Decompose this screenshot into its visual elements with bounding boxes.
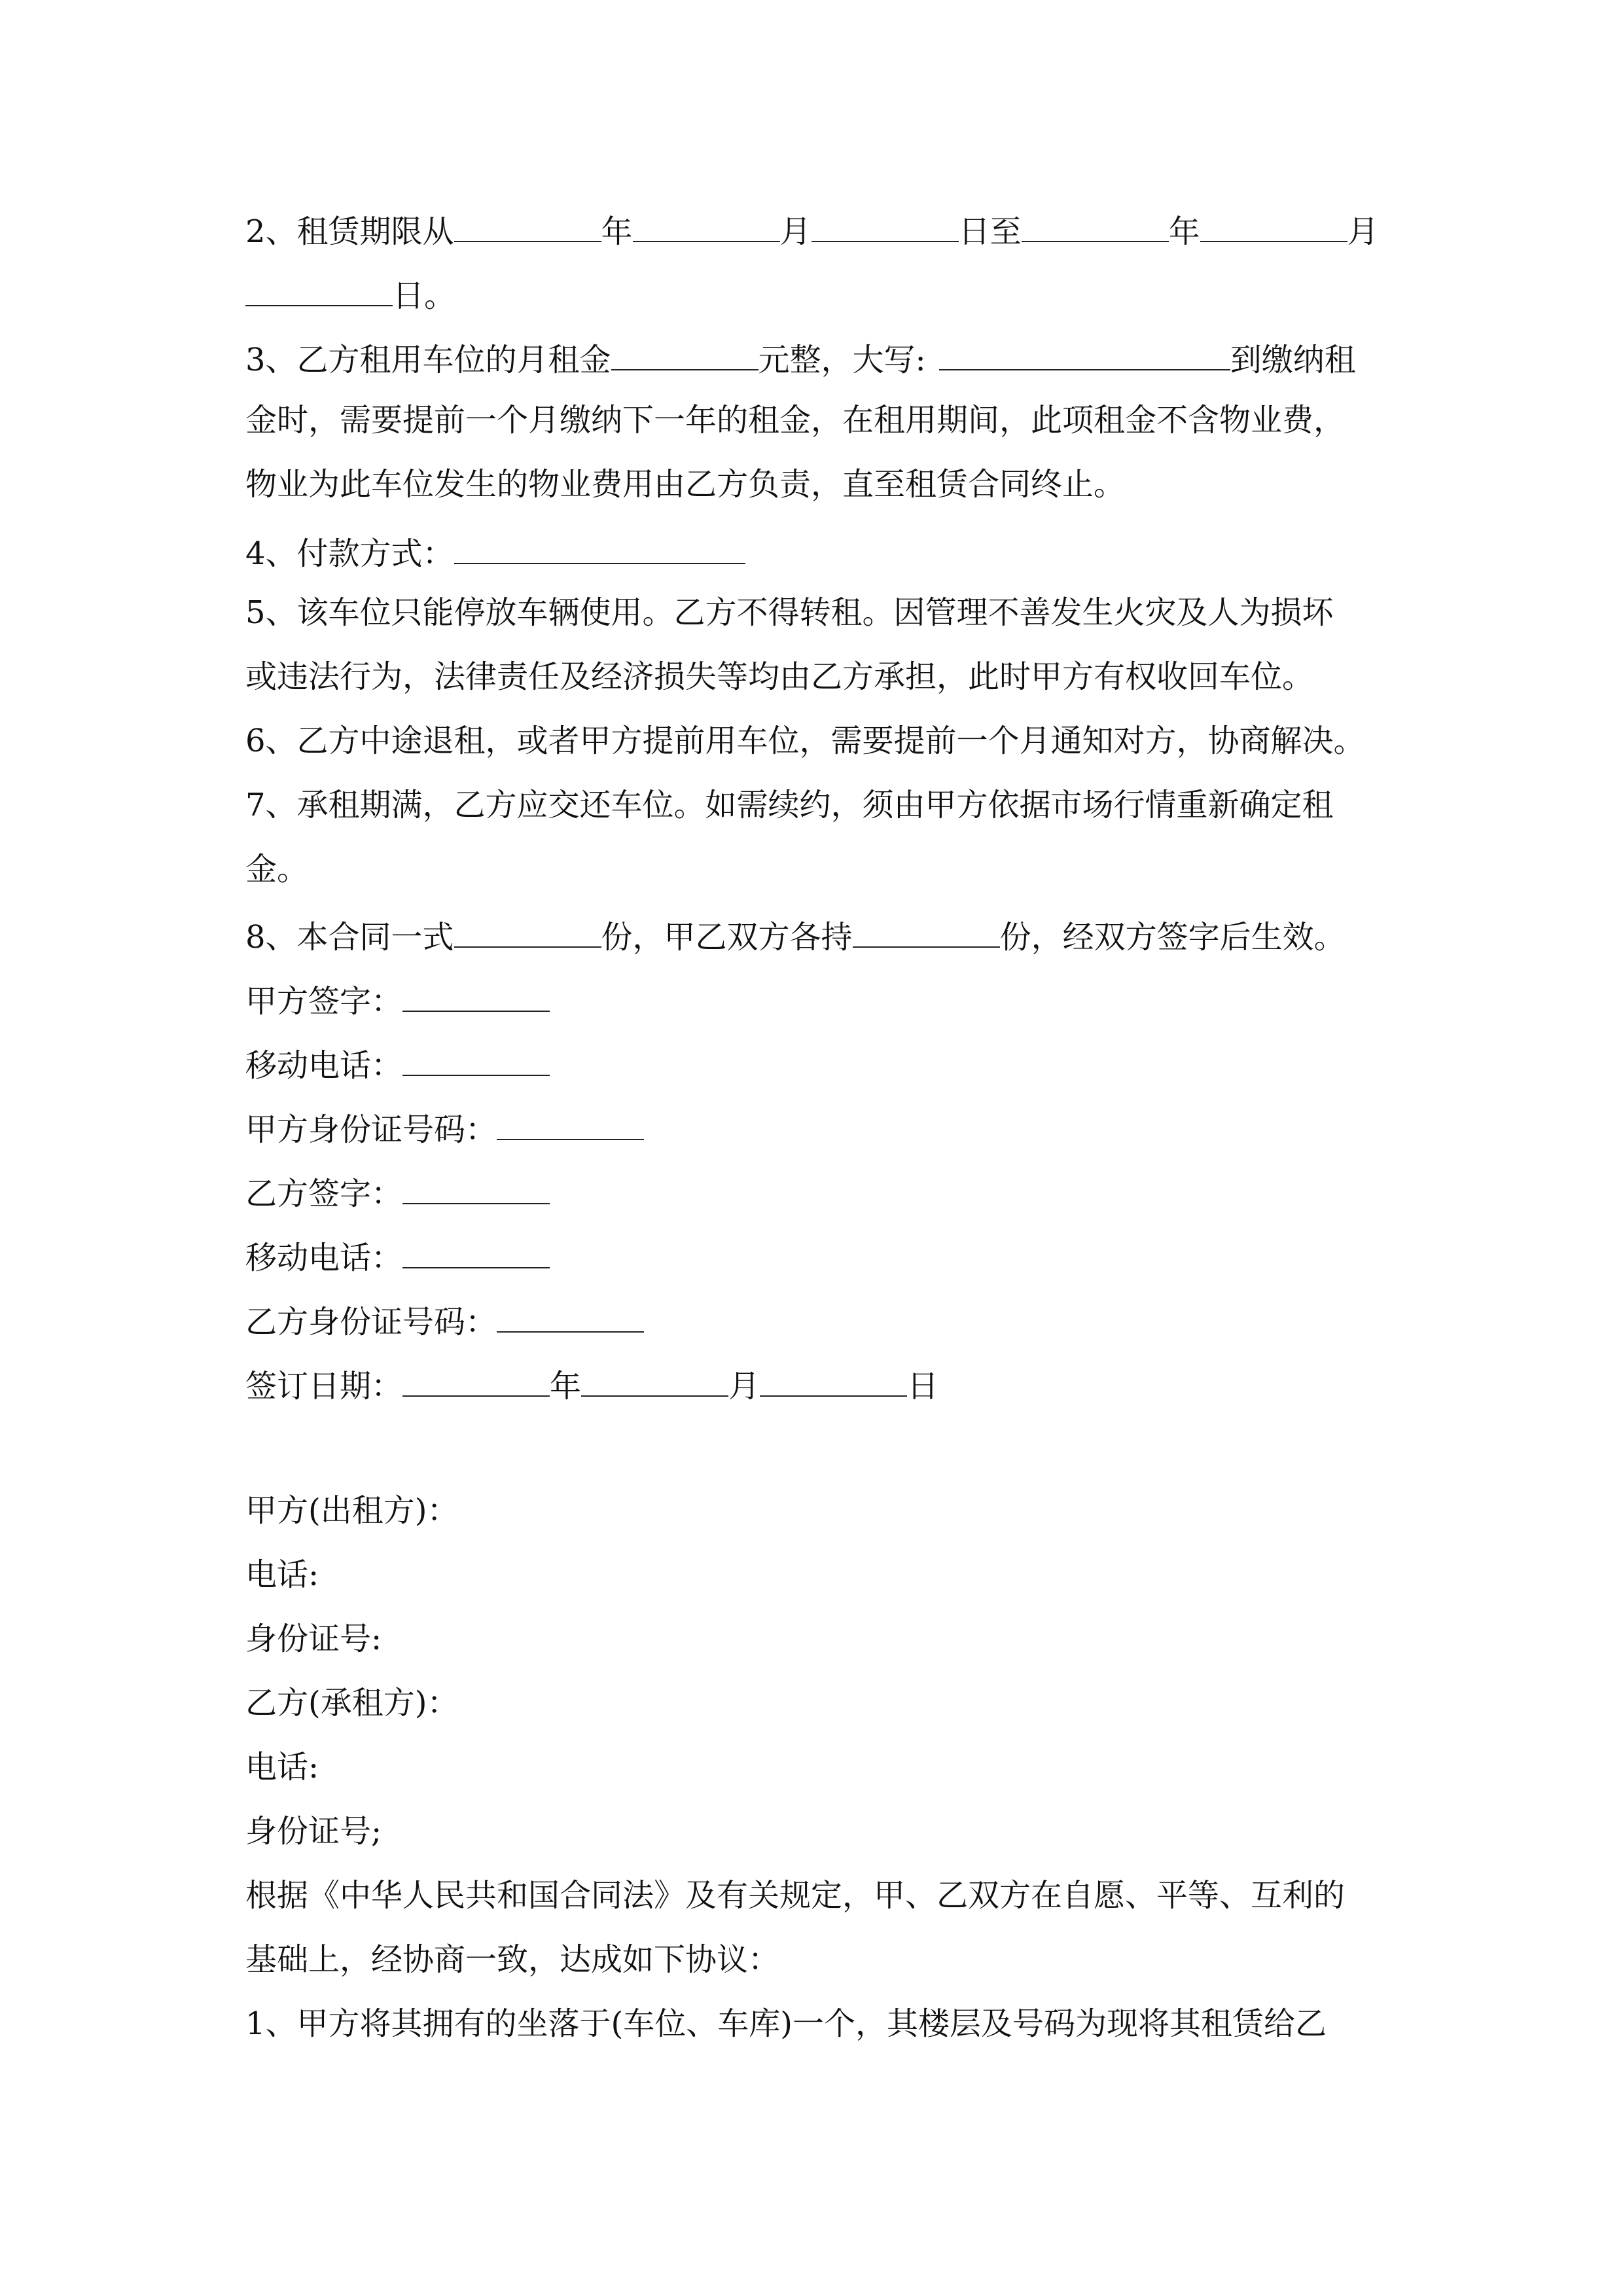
label-yuan-uppercase: 元整，大写: <box>758 342 926 378</box>
party-a-id-label: 甲方身份证号码： <box>245 1111 497 1148</box>
label-month: 月 <box>1347 213 1379 250</box>
party-a-phone-label: 移动电话： <box>245 1047 403 1084</box>
blank-party-b-id[interactable] <box>497 1299 644 1333</box>
clause-1-line <box>245 2004 1397 2043</box>
label-day-to: 日至 <box>958 213 1022 250</box>
id-a-label: 身份证号: <box>245 1621 382 1657</box>
blank-end-year[interactable] <box>1022 208 1169 242</box>
id-b-line <box>245 1812 1397 1851</box>
clause-2-line-1 <box>245 208 1397 251</box>
blank-end-month[interactable] <box>1200 208 1347 242</box>
blank-sign-month[interactable] <box>581 1363 728 1397</box>
intro-text-1: 根据《中华人民共和国合同法》及有关规定，甲、乙双方在自愿、平等、互利的 <box>245 1877 1346 1914</box>
label-month: 月 <box>728 1368 760 1405</box>
intro-line-1 <box>245 1876 1397 1915</box>
blank-copies-total[interactable] <box>454 914 601 948</box>
clause-7-text-1: 7、承租期满，乙方应交还车位。如需续约，须由甲方依据市场行情重新确定租 <box>245 787 1334 823</box>
clause-3-line-3 <box>245 465 1397 504</box>
clause-8-line <box>245 914 1397 957</box>
clause-2-text: 2、租赁期限从 <box>245 213 454 250</box>
party-b-phone-line <box>245 1234 1397 1278</box>
clause-5-line-2 <box>245 657 1397 696</box>
clause-7-line-2 <box>245 850 1397 889</box>
phone-b-line <box>245 1748 1397 1787</box>
label-day-end: 日。 <box>393 278 456 314</box>
clause-5-line-1 <box>245 593 1397 632</box>
blank-monthly-rent[interactable] <box>611 336 758 370</box>
id-b-label: 身份证号; <box>245 1813 382 1850</box>
intro-text-2: 基础上，经协商一致，达成如下协议： <box>245 1941 780 1978</box>
blank-party-a-phone[interactable] <box>402 1042 550 1076</box>
party-b-id-label: 乙方身份证号码： <box>245 1304 497 1340</box>
sign-date-label: 签订日期： <box>245 1368 403 1405</box>
sign-date-line <box>245 1363 1397 1406</box>
clause-7-text-2: 金。 <box>245 851 309 888</box>
clause-3-line-2 <box>245 401 1397 440</box>
clause-3-text-3: 物业为此车位发生的物业费用由乙方负责，直至租赁合同终止。 <box>245 466 1126 503</box>
party-b-lessee-line <box>245 1683 1397 1723</box>
label-year: 年 <box>601 213 633 250</box>
clause-8-tail: 份，经双方签字后生效。 <box>999 919 1346 956</box>
blank-start-day[interactable] <box>812 208 959 242</box>
blank-party-b-phone[interactable] <box>402 1234 550 1268</box>
clause-3-line-1 <box>245 336 1397 380</box>
clause-3-text-2: 金时，需要提前一个月缴纳下一年的租金，在租用期间，此项租金不含物业费， <box>245 402 1346 439</box>
clause-5-text-2: 或违法行为，法律责任及经济损失等均由乙方承担，此时甲方有权收回车位。 <box>245 658 1314 695</box>
label-month: 月 <box>779 213 812 250</box>
party-b-sign-line <box>245 1170 1397 1213</box>
clause-8-text: 8、本合同一式 <box>245 919 454 956</box>
label-year: 年 <box>550 1368 582 1405</box>
id-a-line <box>245 1619 1397 1659</box>
blank-sign-year[interactable] <box>402 1363 550 1397</box>
party-a-lessor-label: 甲方(出租方)： <box>245 1492 459 1529</box>
blank-sign-day[interactable] <box>760 1363 907 1397</box>
blank-copies-each[interactable] <box>853 914 1000 948</box>
clause-4-text: 4、付款方式： <box>245 535 454 572</box>
party-b-id-line <box>245 1299 1397 1342</box>
clause-5-text-1: 5、该车位只能停放车辆使用。乙方不得转租。因管理不善发生火灾及人为损坏 <box>245 594 1334 631</box>
label-year: 年 <box>1168 213 1200 250</box>
party-a-id-line <box>245 1106 1397 1149</box>
blank-payment-method[interactable] <box>454 530 745 564</box>
clause-8-copies: 份，甲乙双方各持 <box>601 919 853 956</box>
intro-line-2 <box>245 1940 1397 1979</box>
blank-party-a-id[interactable] <box>497 1106 644 1140</box>
party-a-sign-label: 甲方签字： <box>245 983 403 1020</box>
clause-6-text: 6、乙方中途退租，或者甲方提前用车位，需要提前一个月通知对方，协商解决。 <box>245 723 1365 759</box>
label-day: 日 <box>907 1368 939 1405</box>
clause-3-text: 3、乙方租用车位的月租金 <box>245 342 611 378</box>
party-b-sign-label: 乙方签字： <box>245 1175 403 1212</box>
phone-a-line <box>245 1555 1397 1594</box>
phone-b-label: 电话: <box>245 1749 319 1785</box>
blank-end-day[interactable] <box>245 272 393 306</box>
clause-7-line-1 <box>245 785 1397 825</box>
clause-1-text: 1、甲方将其拥有的坐落于(车位、车库)一个，其楼层及号码为现将其租赁给乙 <box>245 2005 1327 2042</box>
blank-party-a-sign[interactable] <box>402 978 550 1012</box>
phone-a-label: 电话: <box>245 1556 319 1593</box>
party-b-phone-label: 移动电话： <box>245 1240 403 1276</box>
blank-start-year[interactable] <box>454 208 601 242</box>
clause-4-line <box>245 530 1397 573</box>
clause-3-tail: 到缴纳租 <box>1230 342 1356 378</box>
party-a-phone-line <box>245 1042 1397 1085</box>
party-a-sign-line <box>245 978 1397 1021</box>
party-b-lessee-label: 乙方(承租方)： <box>245 1685 459 1721</box>
party-a-lessor-line <box>245 1491 1397 1530</box>
clause-2-line-2 <box>245 272 1397 315</box>
blank-party-b-sign[interactable] <box>402 1170 550 1204</box>
blank-start-month[interactable] <box>633 208 780 242</box>
blank-rent-uppercase[interactable] <box>939 336 1230 370</box>
clause-6-line <box>245 721 1397 761</box>
